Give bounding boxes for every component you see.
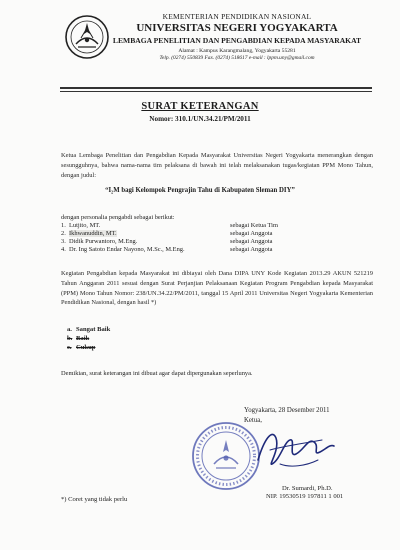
personnel-row xyxy=(61,230,272,237)
ministry-name: KEMENTERIAN PENDIDIKAN NASIONAL xyxy=(162,12,312,21)
personnel-row xyxy=(61,238,272,245)
letterhead-divider-thin xyxy=(60,91,372,92)
personnel-name: Ikhwanuddin, MT. xyxy=(69,230,117,237)
personnel-name: Lutjito, MT. xyxy=(69,222,101,229)
personnel-number: 3. xyxy=(61,238,66,245)
signer-nip: NIP. 19530519 197811 1 001 xyxy=(266,493,344,500)
result-option-struck xyxy=(67,344,95,351)
university-seal-icon xyxy=(64,14,110,60)
personnel-number: 4. xyxy=(61,246,66,253)
personnel-number: 1. xyxy=(61,222,66,229)
signer-name: Dr. Sumardi, Ph.D. xyxy=(282,485,333,492)
document-number: Nomor: 310.1/UN.34.21/PM/2011 xyxy=(149,115,251,123)
personnel-row xyxy=(61,222,278,229)
result-label: Sangat Baik xyxy=(76,326,111,333)
document-title: SURAT KETERANGAN xyxy=(141,101,259,112)
result-letter: b. xyxy=(67,335,73,342)
institute-name: LEMBAGA PENELITIAN DAN PENGABDIAN KEPADA MASYARAKAT xyxy=(112,36,362,45)
activity-title: “I₂M bagi Kelompok Pengrajin Tahu di Kabupaten Sleman DIY” xyxy=(105,187,295,194)
institute-address: Alamat : Kampus Karangmalang, Yogyakarta 55281 xyxy=(178,48,296,54)
institute-contact: Telp. (0274) 550839 Fax. (0274) 518617 e-mail : lppm.uny@gmail.com xyxy=(159,55,315,61)
personnel-number: 2. xyxy=(61,230,66,237)
intro-paragraph: Ketua Lembaga Penelitian dan Pengabdian Kepada Masyarakat Universitas Negeri Yogyakarta menerangkan dengan sesungguhnya, bahwa nama-nama tim pelaksana di bawah ini telah melaksanakan tugas/kegiatan PPM Mono Tahun, dengan judul: xyxy=(61,152,373,179)
funding-paragraph: Kegiatan Pengabdian kepada Masyarakat ini dibiayai oleh Dana DIPA UNY Kode Kegiatan 2013.29 AKUN 521219 Tahun Anggaran 2011 sesuai dengan Surat Perjanjian Pelaksanaan Kegiatan Program Pengabdian kepada Masyarakat (PPM) Mono Tahun Nomor: 238/UN.34.22/PM/2011, tanggal 15 April 2011 Universitas Negeri Yogyakarta Kementerian Pendidikan Nasional, dengan hasil *) xyxy=(61,270,373,307)
signer-role: Ketua, xyxy=(244,417,262,424)
letterhead-divider xyxy=(60,87,372,89)
personnel-role: sebagai Ketua Tim xyxy=(230,222,278,229)
result-option-struck xyxy=(67,335,89,342)
university-name: UNIVERSITAS NEGERI YOGYAKARTA xyxy=(136,22,338,34)
result-letter: a. xyxy=(67,326,72,333)
result-label: Baik xyxy=(76,335,90,342)
personnel-name: Dr. Ing Satoto Endar Nayono, M.Sc., M.Eng. xyxy=(69,246,185,253)
personnel-row xyxy=(61,246,272,253)
personnel-role: sebagai Anggota xyxy=(230,230,273,237)
closing-statement: Demikian, surat keterangan ini dibuat agar dapat dipergunakan seperlunya. xyxy=(61,370,253,377)
handwritten-signature-icon xyxy=(250,420,340,478)
personnel-intro: dengan personalia pengabdi sebagai berikut: xyxy=(61,214,175,221)
personnel-role: sebagai Anggota xyxy=(230,246,273,253)
place-date: Yogyakarta, 28 Desember 2011 xyxy=(244,407,330,414)
personnel-role: sebagai Anggota xyxy=(230,238,273,245)
result-label: Cukup xyxy=(76,344,96,351)
footnote: *) Coret yang tidak perlu xyxy=(61,496,128,503)
result-letter: c. xyxy=(67,344,72,351)
result-option xyxy=(67,326,110,333)
personnel-name: Didik Purwantoro, M.Eng. xyxy=(69,238,138,245)
letterhead xyxy=(112,12,362,61)
